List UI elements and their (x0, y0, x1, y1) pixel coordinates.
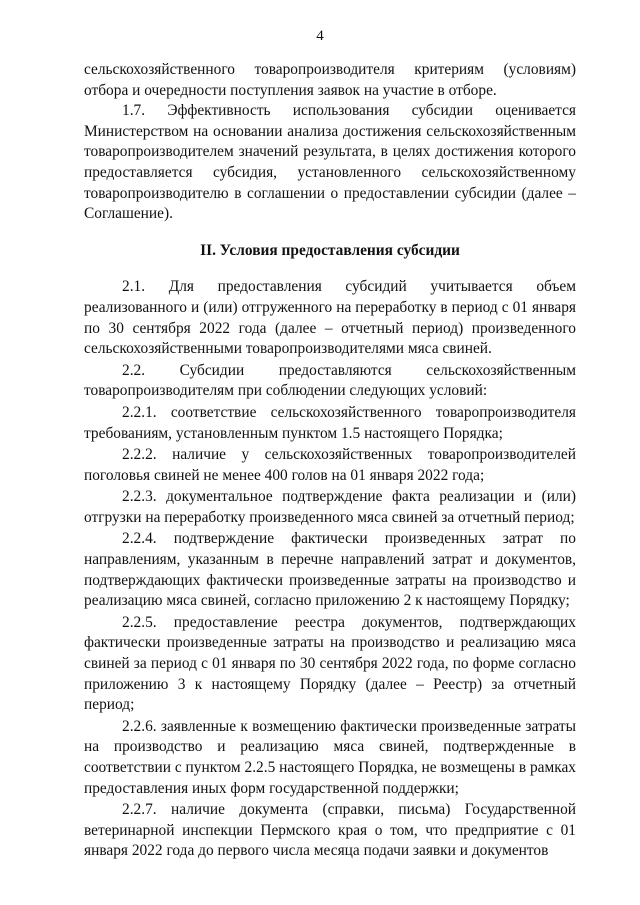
paragraph-2-2-6: 2.2.6. заявленные к возмещению фактически произведенные затраты на производство и реализацию мяса свиней, подтвержденные в соответствии с пунктом 2.2.5 настоящего Порядка, не возмещены в рамках предоставления иных форм государственной поддержки; (84, 717, 576, 797)
document-body (84, 60, 576, 862)
paragraph-2-1: 2.1. Для предоставления субсидий учитывается объем реализованного и (или) отгруженного на переработку в период с 01 января по 30 сентября 2022 года (далее – отчетный период) произведенного сельскохозяйственными товаропроизводителями мяса свиней. (84, 278, 576, 358)
page-number: 4 (316, 28, 324, 44)
paragraph-2-2-4: 2.2.4. подтверждение фактически произведенных затрат по направлениям, указанным в перечне направлений затрат и документов, подтверждающих фактически произведенные затраты на производство и реализацию мяса свиней, согласно приложению 2 к настоящему Порядку; (84, 530, 576, 610)
paragraph-2-2-3: 2.2.3. документальное подтверждение факта реализации и (или) отгрузки на переработку произведенного мяса свиней за отчетный период; (84, 488, 576, 526)
paragraph-2-2-2: 2.2.2. наличие у сельскохозяйственных товаропроизводителей поголовья свиней не менее 400 голов на 01 января 2022 года; (84, 446, 576, 484)
paragraph-2-2-7: 2.2.7. наличие документа (справки, письма) Государственной ветеринарной инспекции Пермского края о том, что предприятие с 01 января 2022 года до первого числа месяца подачи заявки и документов (84, 801, 576, 860)
paragraph-2-2-1: 2.2.1. соответствие сельскохозяйственного товаропроизводителя требованиям, установленным пунктом 1.5 настоящего Порядка; (84, 403, 576, 442)
paragraph-1-7: 1.7. Эффективность использования субсидии оценивается Министерством на основании анализа достижения сельскохозяйственным товаропроизводителем значений результата, в целях достижения которого предоставляется субсидия, установленного сельскохозяйственному товаропроизводителю в соглашении о предоставлении субсидии (далее – Соглашение). (84, 102, 576, 223)
paragraph-continuation: сельскохозяйственного товаропроизводителя критериям (условиям) отбора и очередности поступления заявок на участие в отборе. (84, 61, 576, 99)
paragraph-2-2-5: 2.2.5. предоставление реестра документов, подтверждающих фактически произведенные затраты на производство и реализацию мяса свиней за период с 01 января по 30 сентября 2022 года, по форме согласно приложению 3 к настоящему Порядку (далее – Реестр) за отчетный период; (84, 613, 576, 714)
paragraph-2-2: 2.2. Субсидии предоставляются сельскохозяйственным товаропроизводителям при соблюдении следующих условий: (84, 361, 576, 400)
section-heading: II. Условия предоставления субсидии (200, 241, 460, 259)
